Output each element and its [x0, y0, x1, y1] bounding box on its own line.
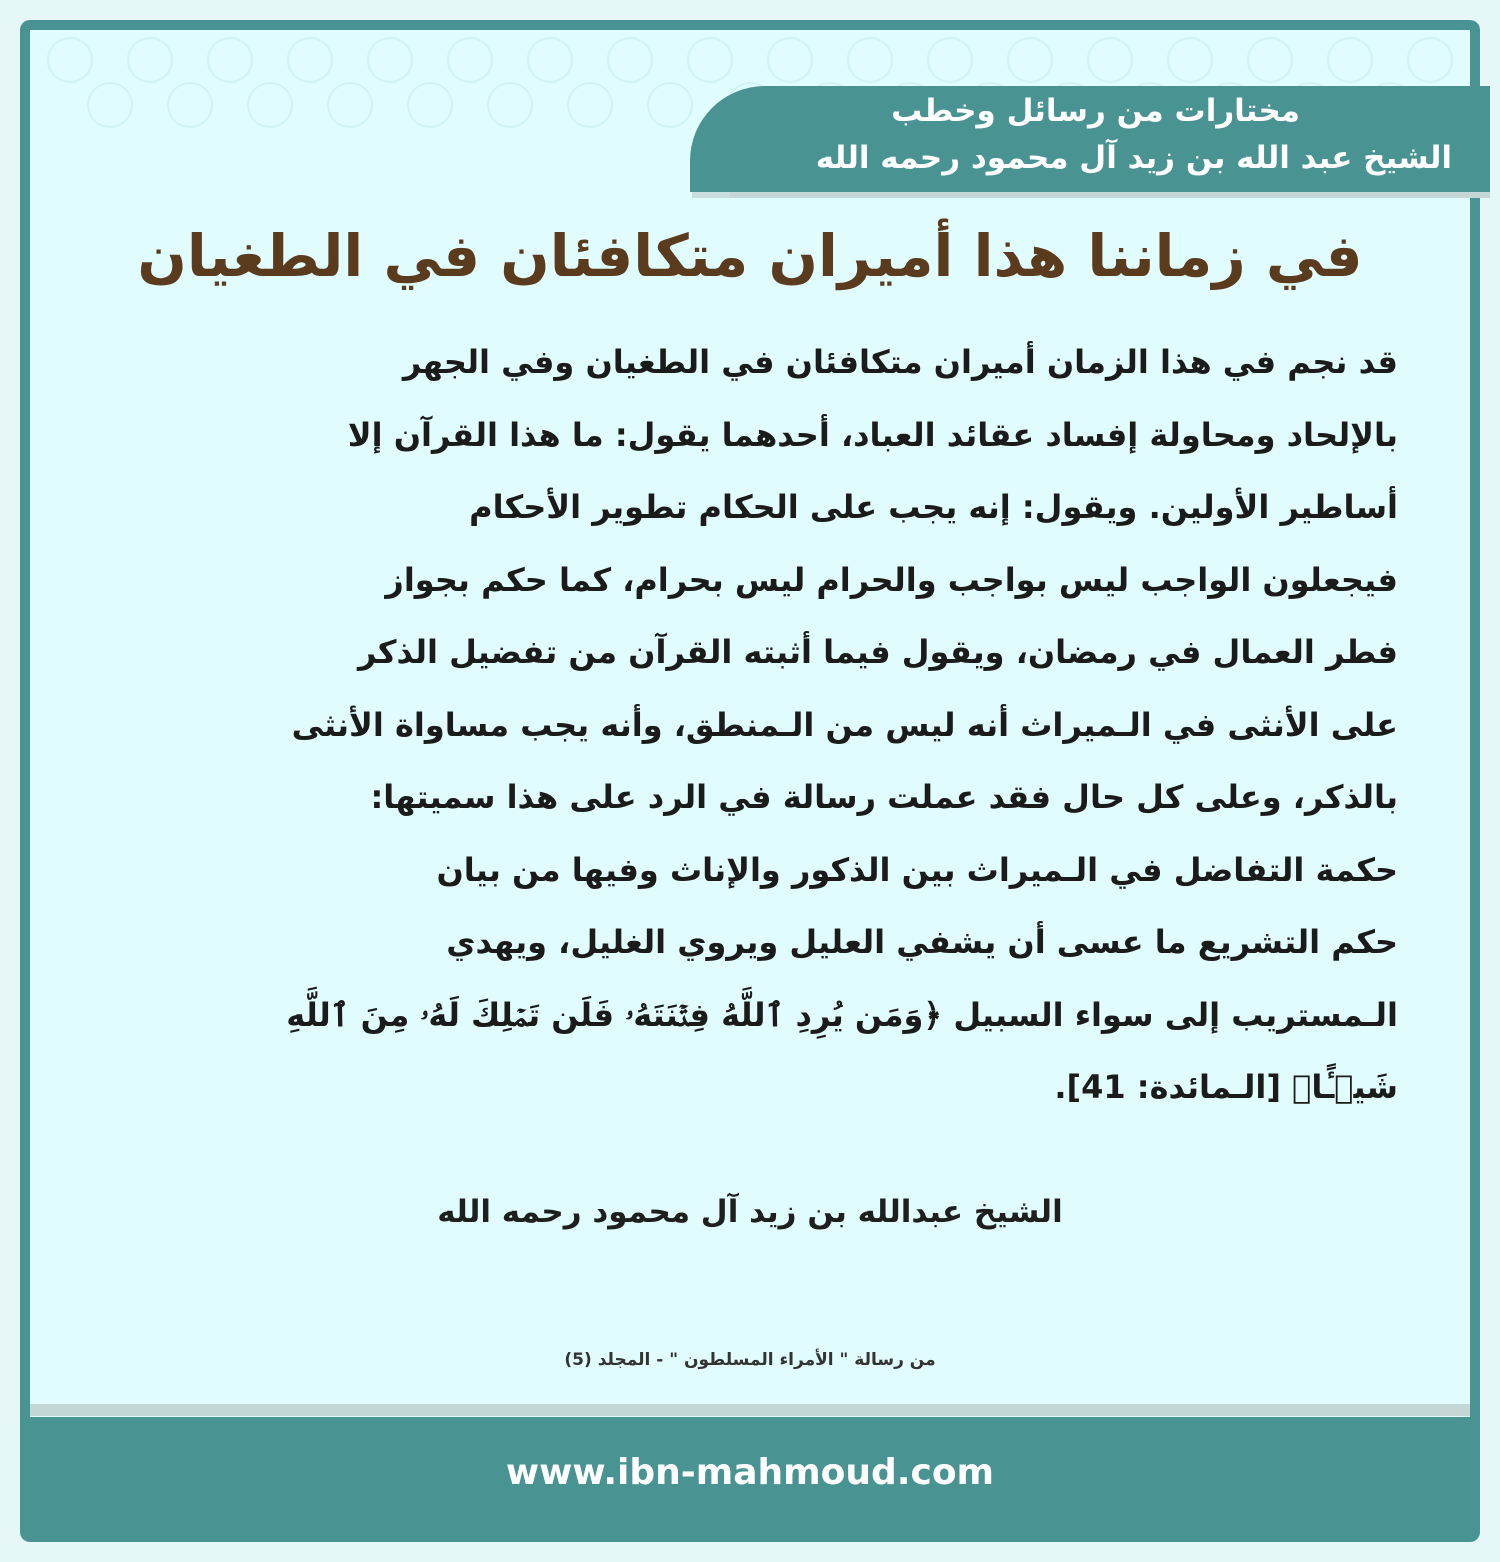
header-series-title: مختارات من رسائل وخطب: [891, 93, 1300, 129]
signature: الشيخ عبدالله بن زيد آل محمود رحمه الله: [437, 1194, 1063, 1230]
body-line: على الأنثى في الـميراث أنه ليس من الـمنطق، وأنه يجب مساواة الأنثى: [291, 705, 1398, 744]
page-title: في زماننا هذا أميران متكافئان في الطغيان: [137, 222, 1363, 290]
body-line: فيجعلون الواجب ليس بواجب والحرام ليس بحرام، كما حكم بجواز: [385, 560, 1398, 599]
body-line: أساطير الأولين. ويقول: إنه يجب على الحكام تطوير الأحكام: [469, 488, 1398, 526]
footer-divider: [30, 1404, 1470, 1416]
body-line: قد نجم في هذا الزمان أميران متكافئان في الطغيان وفي الجهر: [402, 343, 1398, 381]
body-line: فطر العمال في رمضان، ويقول فيما أثبته القرآن من تفضيل الذكر: [357, 633, 1398, 671]
source-citation: من رسالة " الأمراء المسلطون " - المجلد (5): [564, 1350, 936, 1370]
header-band-underline: [730, 192, 1490, 198]
body-line: الـمستريب إلى سواء السبيل ﴿وَمَن يُرِدِ ٱللَّهُ فِتۡنَتَهُۥ فَلَن تَمۡلِكَ لَهُۥ مِنَ ٱللَّهِ: [286, 995, 1398, 1034]
body-line: بالإلحاد ومحاولة إفساد عقائد العباد، أحدهما يقول: ما هذا القرآن إلا: [347, 415, 1398, 454]
header-author-name: الشيخ عبد الله بن زيد آل محمود رحمه الله: [815, 140, 1452, 176]
article-body: [140, 326, 1398, 1124]
body-line: حكمة التفاضل في الـميراث بين الذكور والإناث وفيها من بيان: [436, 850, 1398, 889]
body-line: حكم التشريع ما عسى أن يشفي العليل ويروي الغليل، ويهدي: [446, 923, 1398, 961]
body-line: شَيۡـًٔا﴾ [الـمائدة: 41].: [1054, 1068, 1398, 1106]
body-line: بالذكر، وعلى كل حال فقد عملت رسالة في الرد على هذا سميتها:: [370, 778, 1398, 816]
website-link[interactable]: www.ibn-mahmoud.com: [505, 1452, 995, 1493]
